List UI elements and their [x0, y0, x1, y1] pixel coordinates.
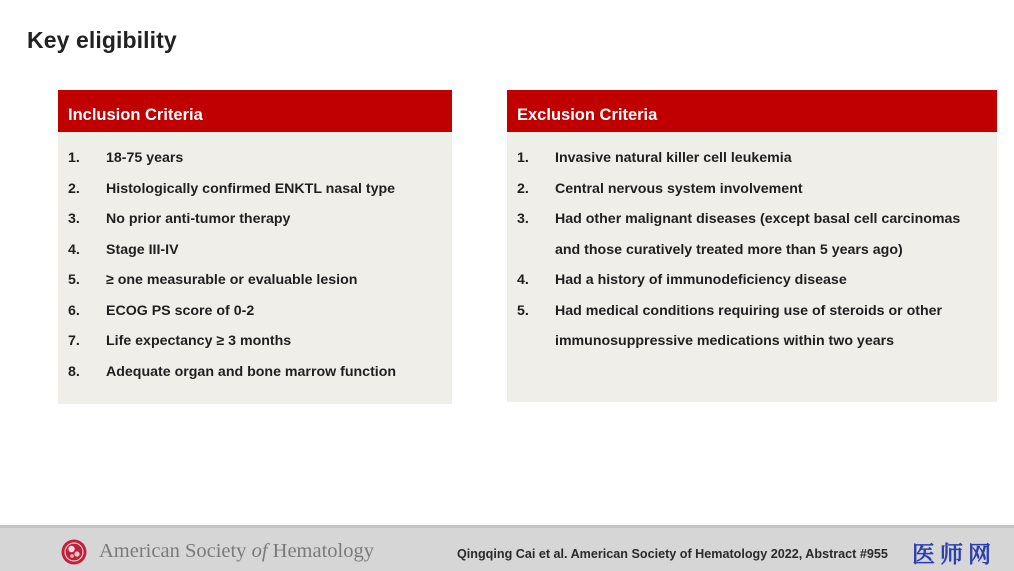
item-number: 1. [68, 150, 80, 166]
list-item [507, 265, 997, 296]
item-text: 18-75 years [106, 150, 184, 166]
organization-name [99, 540, 374, 563]
list-item [58, 326, 452, 357]
item-text: Life expectancy ≥ 3 months [106, 333, 292, 349]
inclusion-panel [58, 90, 452, 404]
list-item [507, 143, 997, 174]
list-item [58, 143, 452, 174]
item-number: 1. [517, 150, 529, 166]
item-number: 4. [68, 241, 80, 258]
item-number: 7. [68, 333, 80, 349]
item-number: 6. [68, 302, 80, 319]
item-number: 2. [68, 180, 80, 197]
list-item [507, 204, 997, 265]
item-number: 2. [517, 180, 529, 197]
item-text: Had other malignant diseases (except basal cell carcinomas and those curatively treated more than 5 years ago) [555, 211, 961, 258]
list-item [58, 296, 452, 327]
org-name-of: of [251, 540, 268, 562]
item-text: Central nervous system involvement [555, 180, 803, 197]
list-item [58, 235, 452, 266]
item-text: Stage III-IV [106, 241, 179, 258]
exclusion-list [507, 132, 997, 357]
item-number: 5. [517, 302, 529, 319]
inclusion-header: Inclusion Criteria [58, 90, 452, 132]
item-number: 8. [68, 363, 80, 380]
item-text: Had medical conditions requiring use of steroids or other immunosuppressive medications within two years [555, 302, 943, 349]
exclusion-panel [507, 90, 997, 402]
list-item [58, 204, 452, 235]
slide-title: Key eligibility [27, 27, 177, 53]
item-number: 5. [68, 272, 80, 288]
item-number: 4. [517, 272, 529, 288]
citation-text: Qingqing Cai et al. American Society of Hematology 2022, Abstract #955 [457, 547, 888, 561]
item-text: Invasive natural killer cell leukemia [555, 150, 792, 166]
watermark: 医师网 [912, 541, 996, 568]
list-item [58, 357, 452, 388]
list-item [58, 265, 452, 296]
item-text: ECOG PS score of 0-2 [106, 302, 255, 319]
item-number: 3. [517, 211, 529, 227]
item-text: No prior anti-tumor therapy [106, 211, 291, 227]
ash-logo-icon [60, 538, 88, 566]
inclusion-list [58, 132, 452, 387]
org-name-part: American Society [99, 540, 252, 562]
list-item [507, 296, 997, 357]
item-text: ≥ one measurable or evaluable lesion [106, 272, 358, 288]
item-text: Adequate organ and bone marrow function [106, 363, 397, 380]
item-number: 3. [68, 211, 80, 227]
item-text: Histologically confirmed ENKTL nasal type [106, 180, 396, 197]
item-text: Had a history of immunodeficiency disease [555, 272, 847, 288]
list-item [507, 174, 997, 205]
exclusion-header: Exclusion Criteria [507, 90, 997, 132]
list-item [58, 174, 452, 205]
org-name-part: Hematology [267, 540, 374, 562]
footer-bar [0, 525, 1014, 571]
